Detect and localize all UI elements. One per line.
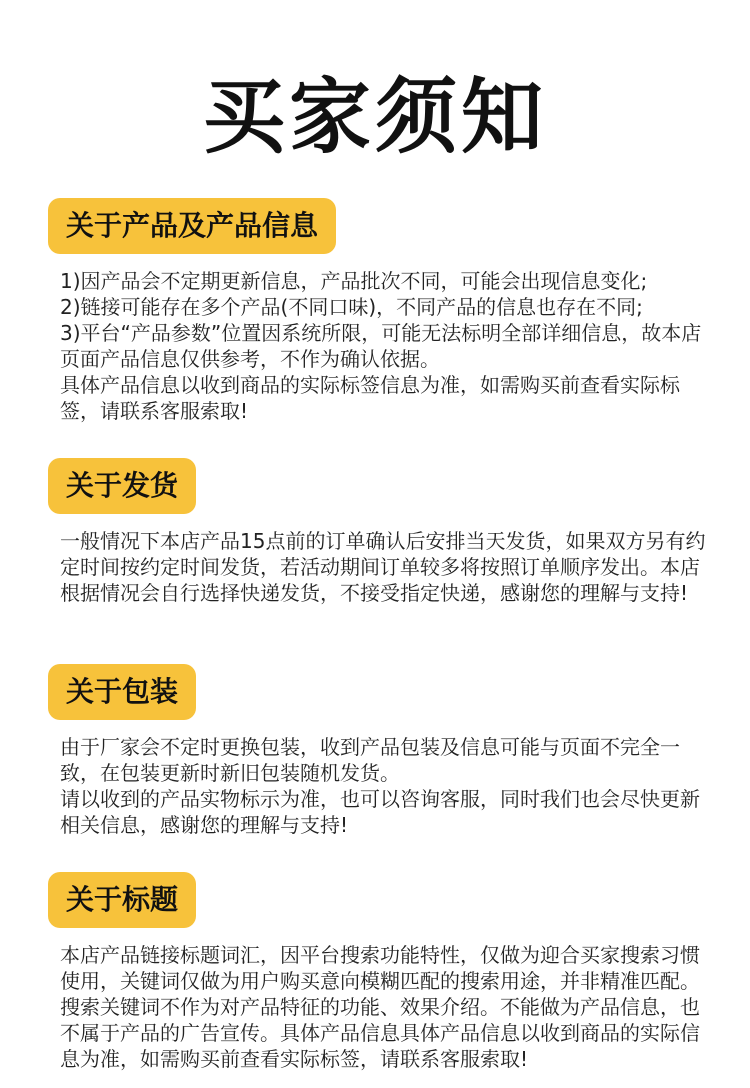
section-body (48, 528, 708, 606)
section-heading-title-keywords: 关于标题 (48, 872, 196, 928)
paragraph: 2)链接可能存在多个产品(不同口味)，不同产品的信息也存在不同; (60, 295, 643, 319)
paragraph: 请以收到的产品实物标示为准，也可以咨询客服，同时我们也会尽快更新相关信息，感谢您的理解与支持! (60, 787, 700, 837)
page-title: 买家须知 (202, 70, 547, 165)
section-product-info (48, 198, 708, 424)
paragraph: 3)平台“产品参数”位置因系统所限，可能无法标明全部详细信息，故本店页面产品信息仅供参考，不作为确认依据。 (60, 321, 702, 371)
section-shipping (48, 458, 708, 606)
section-title-keywords (48, 872, 708, 1072)
section-body (48, 942, 708, 1072)
paragraph: 1)因产品会不定期更新信息，产品批次不同，可能会出现信息变化; (60, 269, 648, 293)
section-body (48, 734, 708, 838)
paragraph: 由于厂家会不定时更换包装，收到产品包装及信息可能与页面不完全一致，在包装更新时新旧包装随机发货。 (60, 735, 680, 785)
section-packaging (48, 664, 708, 838)
section-heading-product-info: 关于产品及产品信息 (48, 198, 336, 254)
section-body (48, 268, 708, 424)
paragraph: 具体产品信息以收到商品的实际标签信息为准，如需购买前查看实际标签，请联系客服索取! (60, 373, 680, 423)
section-heading-shipping: 关于发货 (48, 458, 196, 514)
paragraph: 一般情况下本店产品15点前的订单确认后安排当天发货，如果双方另有约定时间按约定时间发货，若活动期间订单较多将按照订单顺序发出。本店根据情况会自行选择快递发货，不接受指定快递，感谢您的理解与支持! (60, 529, 706, 605)
paragraph: 本店产品链接标题词汇，因平台搜索功能特性，仅做为迎合买家搜索习惯使用，关键词仅做为用户购买意向模糊匹配的搜索用途，并非精准匹配。搜索关键词不作为对产品特征的功能、效果介绍。不能做为产品信息，也不属于产品的广告宣传。具体产品信息具体产品信息以收到商品的实际信息为准，如需购买前查看实际标签，请联系客服索取! (60, 943, 700, 1071)
section-heading-packaging: 关于包装 (48, 664, 196, 720)
